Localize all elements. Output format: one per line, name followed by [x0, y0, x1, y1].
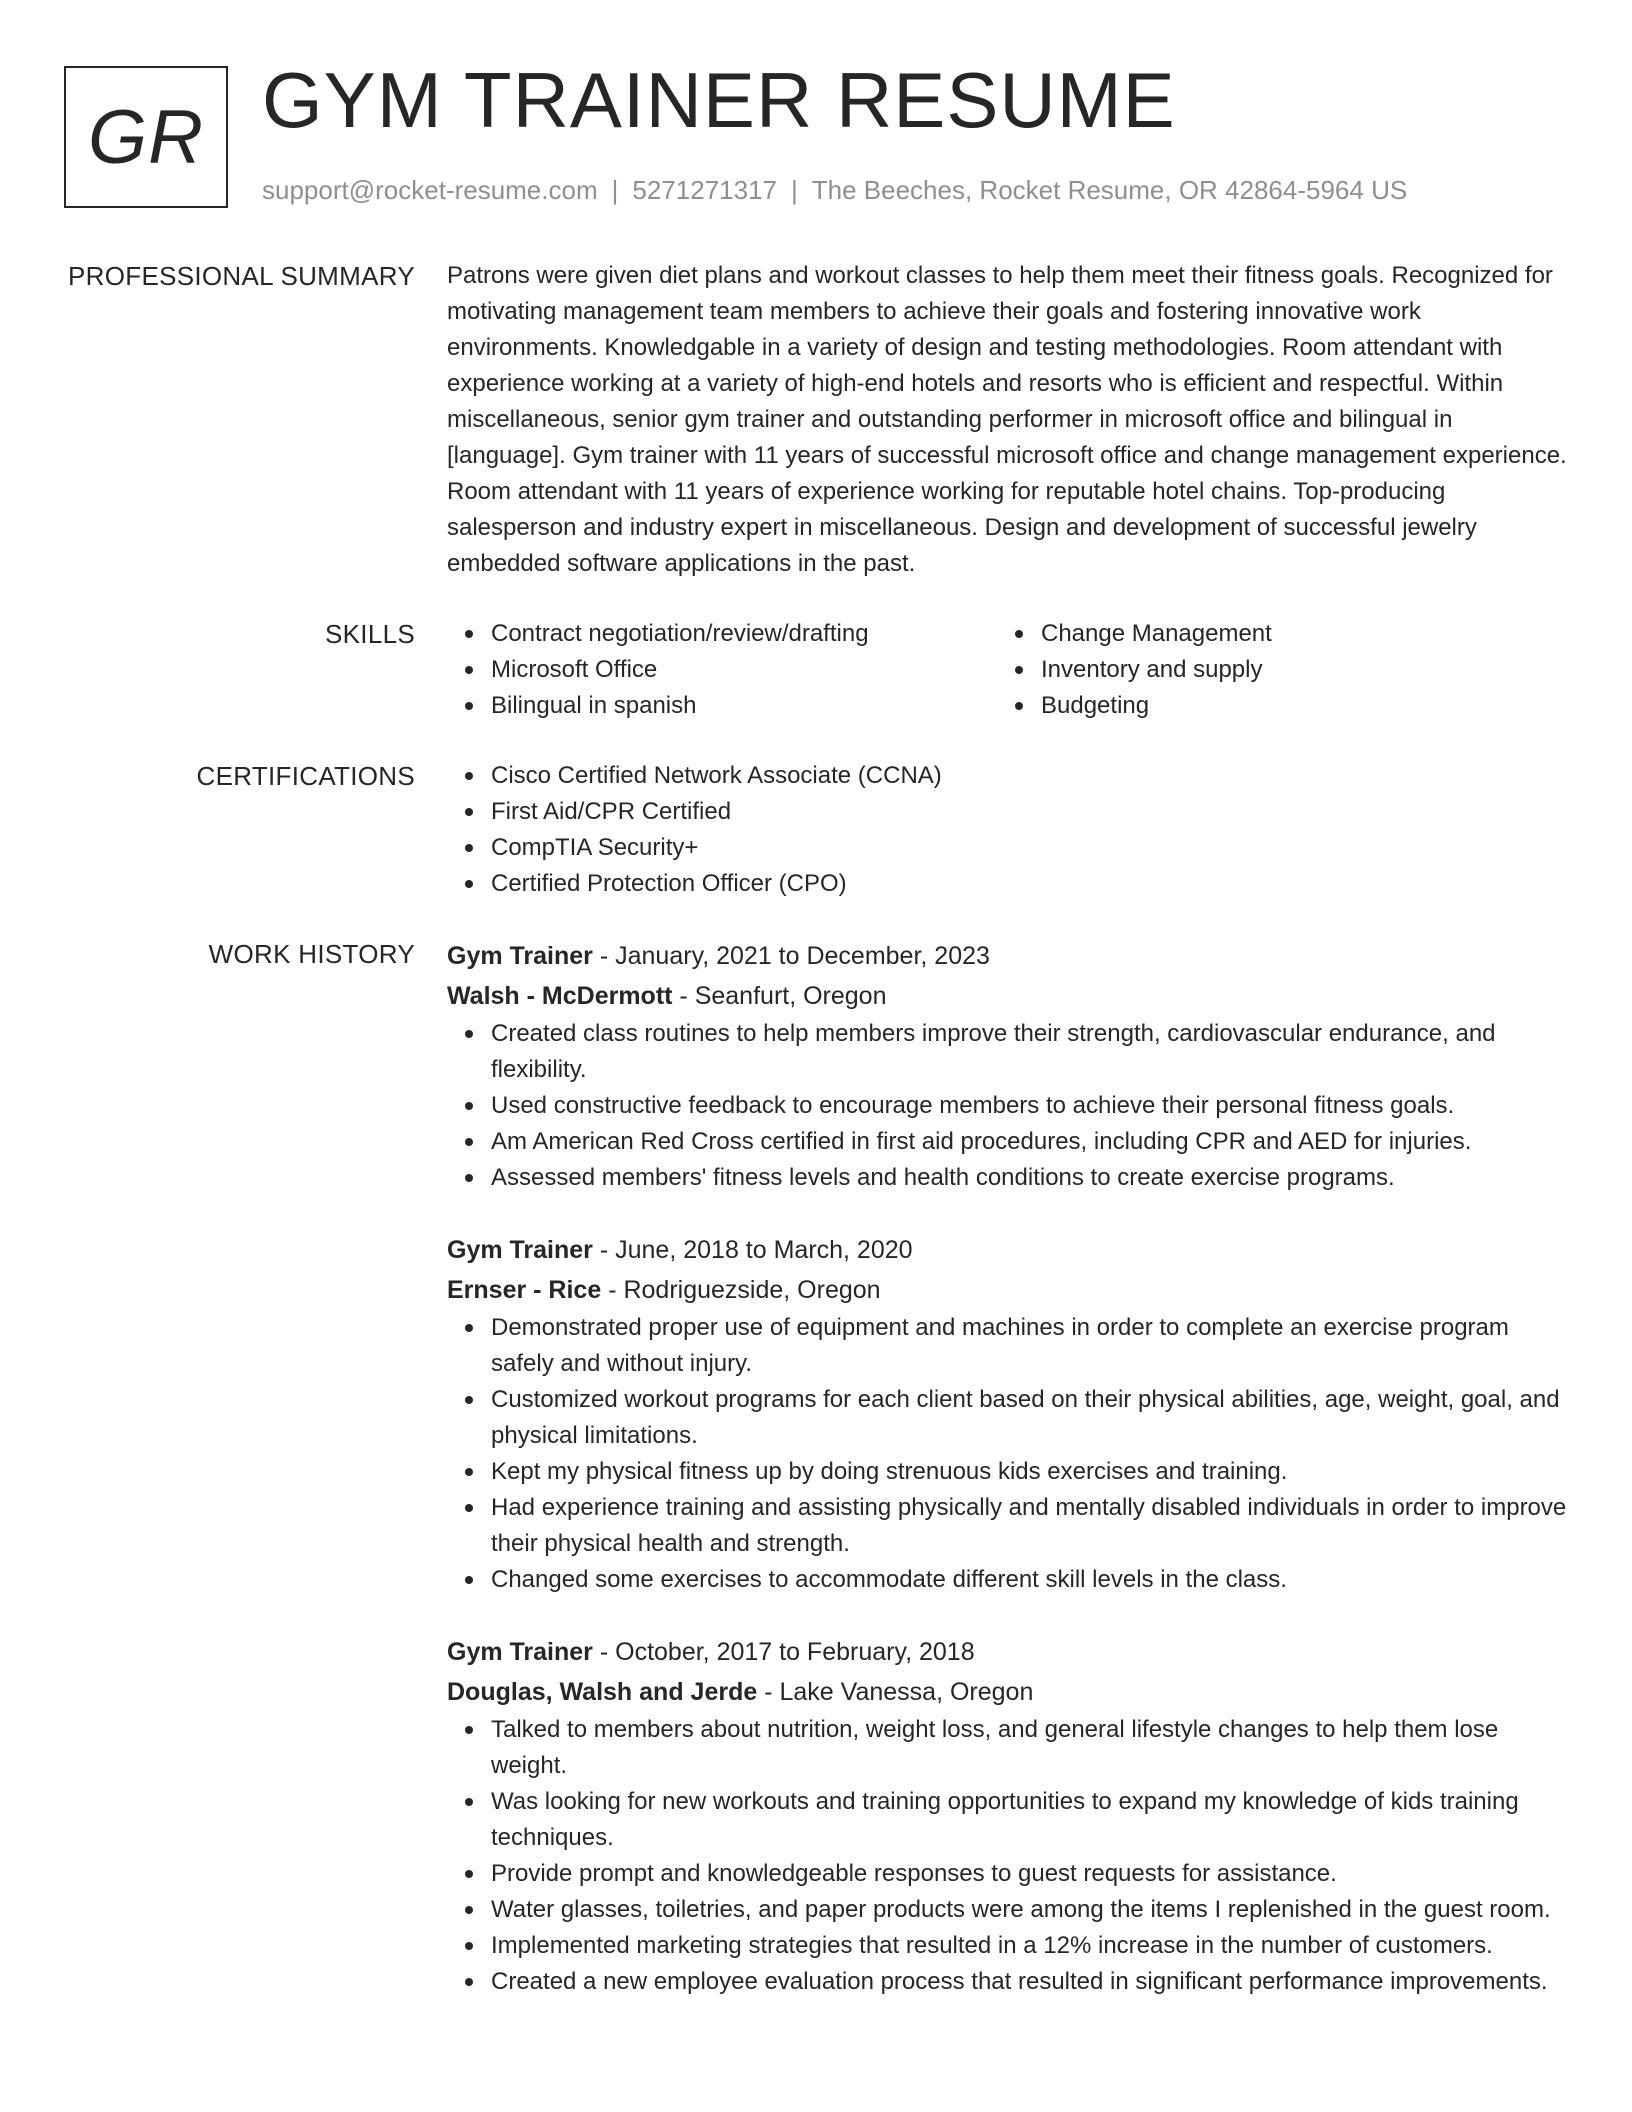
job-bullet: Am American Red Cross certified in first aid procedures, including CPR and AED for injuries. — [491, 1124, 1567, 1160]
skill-item: Inventory and supply — [1041, 652, 1547, 688]
resume-content — [0, 258, 1632, 2034]
skills-list-right — [997, 616, 1547, 724]
job-company: Walsh - McDermott — [447, 982, 673, 1010]
skills-list-left — [447, 616, 997, 724]
job-bullet: Implemented marketing strategies that resulted in a 12% increase in the number of customers. — [491, 1928, 1567, 1964]
section-label: WORK HISTORY — [208, 939, 415, 969]
job-bullet: Changed some exercises to accommodate different skill levels in the class. — [491, 1562, 1567, 1598]
contact-line — [262, 175, 1407, 206]
job-location: Lake Vanessa, Oregon — [779, 1678, 1034, 1706]
skill-item: Bilingual in spanish — [491, 688, 997, 724]
job-bullet: Was looking for new workouts and training opportunities to expand my knowledge of kids training techniques. — [491, 1784, 1567, 1856]
job-company-line: Walsh - McDermott - Seanfurt, Oregon — [447, 982, 887, 1010]
section-certifications — [0, 758, 1632, 902]
resume-title: GYM TRAINER RESUME — [262, 56, 1176, 144]
job-bullets — [447, 1016, 1567, 1196]
job-company-line: Ernser - Rice - Rodriguezside, Oregon — [447, 1276, 881, 1304]
certification-item: First Aid/CPR Certified — [491, 794, 1567, 830]
section-professional-summary — [0, 258, 1632, 582]
certification-item: Cisco Certified Network Associate (CCNA) — [491, 758, 1567, 794]
job-title: Gym Trainer — [447, 942, 593, 970]
skills-grid — [447, 616, 1567, 724]
contact-phone[interactable]: 5271271317 — [632, 175, 777, 205]
job-title: Gym Trainer — [447, 1236, 593, 1264]
section-label: PROFESSIONAL SUMMARY — [68, 261, 415, 291]
skill-item: Budgeting — [1041, 688, 1547, 724]
job-location: Rodriguezside, Oregon — [623, 1276, 881, 1304]
section-body — [447, 258, 1567, 582]
contact-separator: | — [791, 175, 798, 205]
job-company: Douglas, Walsh and Jerde — [447, 1678, 758, 1706]
contact-address: The Beeches, Rocket Resume, OR 42864-5964 US — [811, 175, 1408, 205]
section-label: SKILLS — [325, 619, 415, 649]
job-bullet: Water glasses, toiletries, and paper products were among the items I replenished in the guest room. — [491, 1892, 1567, 1928]
job-location: Seanfurt, Oregon — [694, 982, 887, 1010]
job-company: Ernser - Rice — [447, 1276, 602, 1304]
job-bullet: Customized workout programs for each client based on their physical abilities, age, weight, goal, and physical limitations. — [491, 1382, 1567, 1454]
initials-monogram: GR — [64, 66, 228, 208]
job-title-line: Gym Trainer - October, 2017 to February, 2018 — [447, 1638, 975, 1666]
job-bullet: Created a new employee evaluation process that resulted in significant performance improvements. — [491, 1964, 1567, 2000]
job-bullet: Demonstrated proper use of equipment and machines in order to complete an exercise program safely and without injury. — [491, 1310, 1567, 1382]
contact-separator: | — [611, 175, 619, 205]
job-entry — [447, 1230, 1567, 1598]
skill-item: Contract negotiation/review/drafting — [491, 616, 997, 652]
job-entry — [447, 1632, 1567, 2000]
certification-item: Certified Protection Officer (CPO) — [491, 866, 1567, 902]
section-body — [447, 936, 1567, 2000]
job-title: Gym Trainer — [447, 1638, 593, 1666]
certification-item: CompTIA Security+ — [491, 830, 1567, 866]
job-dates: January, 2021 to December, 2023 — [615, 942, 990, 970]
skill-item: Microsoft Office — [491, 652, 997, 688]
job-bullet: Used constructive feedback to encourage members to achieve their personal fitness goals. — [491, 1088, 1567, 1124]
job-bullet: Provide prompt and knowledgeable responses to guest requests for assistance. — [491, 1856, 1567, 1892]
section-label: CERTIFICATIONS — [196, 761, 415, 791]
job-title-line: Gym Trainer - January, 2021 to December, 2023 — [447, 942, 990, 970]
job-title-line: Gym Trainer - June, 2018 to March, 2020 — [447, 1236, 913, 1264]
job-entry — [447, 936, 1567, 1196]
contact-email[interactable]: support@rocket-resume.com — [262, 175, 598, 205]
section-skills — [0, 616, 1632, 724]
summary-text: Patrons were given diet plans and workout classes to help them meet their fitness goals. Recognized for motivating management team members to achieve their goals and fostering innovative work environments. Knowledgable in a variety of design and testing methodologies. Room attendant with experience working at a variety of high-end hotels and resorts who is efficient and respectful. Within miscellaneous, senior gym trainer and outstanding performer in microsoft office and bilingual in [language]. Gym trainer with 11 years of successful microsoft office and change management experience. Room attendant with 11 years of experience working for reputable hotel chains. Top-producing salesperson and industry expert in miscellaneous. Design and development of successful jewelry embedded software applications in the past. — [447, 262, 1567, 577]
job-bullet: Created class routines to help members improve their strength, cardiovascular endurance, and flexibility. — [491, 1016, 1567, 1088]
job-company-line: Douglas, Walsh and Jerde - Lake Vanessa, Oregon — [447, 1678, 1034, 1706]
job-bullet: Assessed members' fitness levels and health conditions to create exercise programs. — [491, 1160, 1567, 1196]
job-dates: October, 2017 to February, 2018 — [615, 1638, 975, 1666]
certifications-list — [447, 758, 1567, 902]
section-work-history — [0, 936, 1632, 2000]
job-dates: June, 2018 to March, 2020 — [615, 1236, 913, 1264]
job-bullets — [447, 1310, 1567, 1598]
job-bullet: Kept my physical fitness up by doing strenuous kids exercises and training. — [491, 1454, 1567, 1490]
section-body — [447, 758, 1567, 902]
skill-item: Change Management — [1041, 616, 1547, 652]
job-bullet: Talked to members about nutrition, weight loss, and general lifestyle changes to help them lose weight. — [491, 1712, 1567, 1784]
job-bullet: Had experience training and assisting physically and mentally disabled individuals in order to improve their physical health and strength. — [491, 1490, 1567, 1562]
job-bullets — [447, 1712, 1567, 2000]
